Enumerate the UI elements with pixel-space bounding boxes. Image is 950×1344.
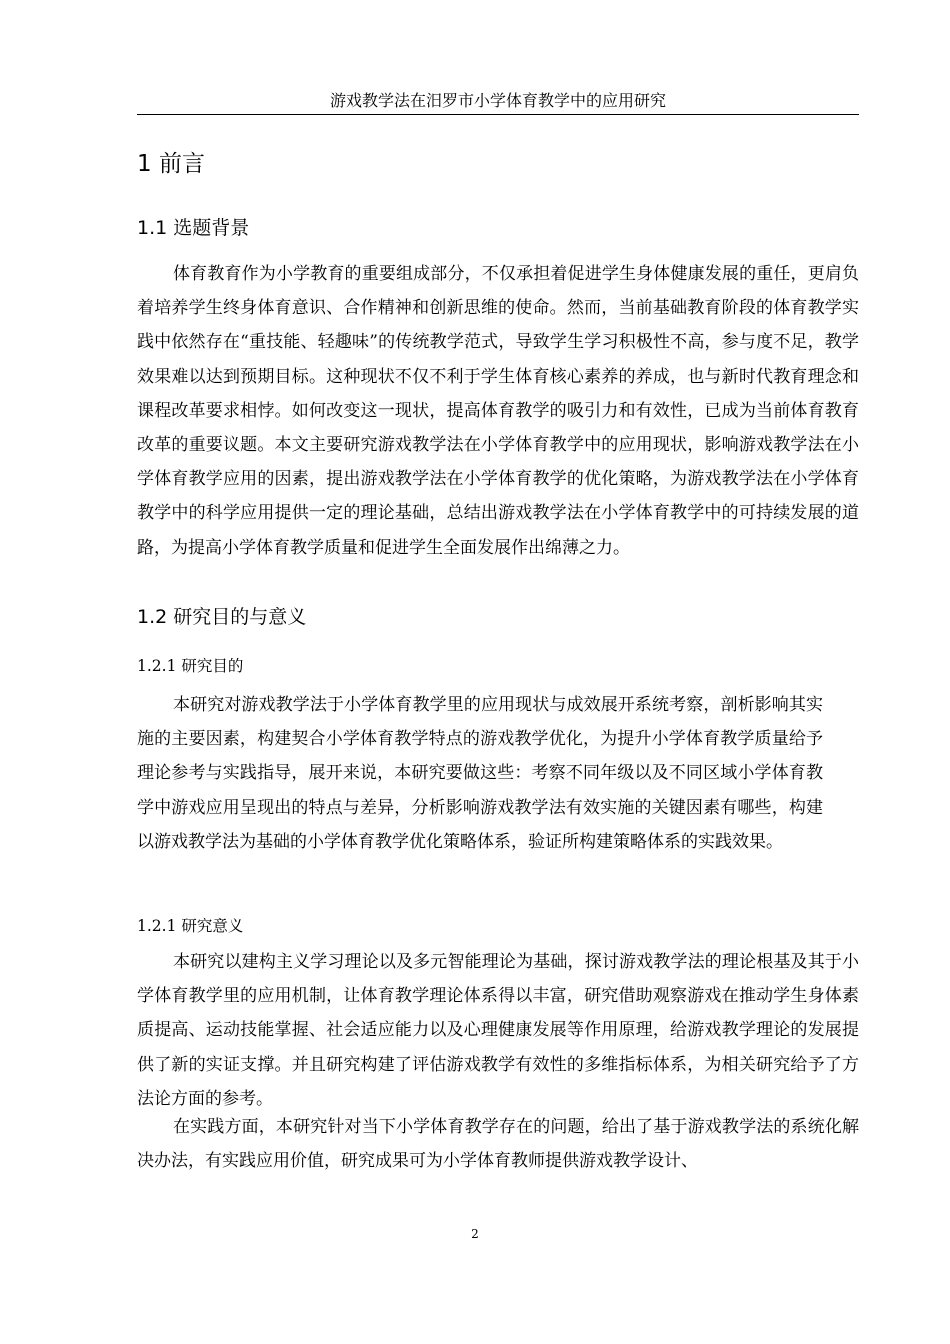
section-1-heading: 1 前言 — [137, 151, 205, 177]
section-1-2-1-significance-heading: 1.2.1 研究意义 — [137, 917, 244, 935]
significance-paragraph-1: 本研究以建构主义学习理论以及多元智能理论为基础，探讨游戏教学法的理论根基及其于小学体育教学里的应用机制，让体育教学理论体系得以丰富，研究借助观察游戏在推动学生身体素质提高、运动技能掌握、社会适应能力以及心理健康发展等作用原理，给游戏教学理论的发展提供了新的实证支撑。并且研究构建了评估游戏教学有效性的多维指标体系，为相关研究给予了方法论方面的参考。 — [137, 952, 859, 1109]
running-header: 游戏教学法在汨罗市小学体育教学中的应用研究 — [329, 91, 666, 110]
page-number: 2 — [471, 1227, 479, 1241]
background-paragraph: 体育教育作为小学教育的重要组成部分，不仅承担着促进学生身体健康发展的重任，更肩负着培养学生终身体育意识、合作精神和创新思维的使命。然而，当前基础教育阶段的体育教学实践中依然存在“重技能、轻趣味”的传统教学范式，导致学生学习积极性不高，参与度不足，教学效果难以达到预期目标。这种现状不仅不利于学生体育核心素养的养成，也与新时代教育理念和课程改革要求相悖。如何改变这一现状，提高体育教学的吸引力和有效性，已成为当前体育教育改革的重要议题。本文主要研究游戏教学法在小学体育教学中的应用现状，影响游戏教学法在小学体育教学应用的因素，提出游戏教学法在小学体育教学的优化策略，为游戏教学法在小学体育教学中的科学应用提供一定的理论基础，总结出游戏教学法在小学体育教学中的可持续发展的道路，为提高小学体育教学质量和促进学生全面发展作出绵薄之力。 — [137, 264, 859, 558]
purpose-paragraph: 本研究对游戏教学法于小学体育教学里的应用现状与成效展开系统考察，剖析影响其实施的主要因素，构建契合小学体育教学特点的游戏教学优化，为提升小学体育教学质量给予理论参考与实践指导，展开来说，本研究要做这些：考察不同年级以及不同区域小学体育教学中游戏应用呈现出的特点与差异，分析影响游戏教学法有效实施的关键因素有哪些，构建以游戏教学法为基础的小学体育教学优化策略体系，验证所构建策略体系的实践效果。 — [137, 695, 823, 852]
section-1-2-1-purpose-heading: 1.2.1 研究目的 — [137, 657, 244, 675]
section-1-2-heading: 1.2 研究目的与意义 — [137, 606, 307, 628]
header-rule — [137, 114, 859, 115]
section-1-1-heading: 1.1 选题背景 — [137, 217, 250, 239]
significance-paragraph-2: 在实践方面，本研究针对当下小学体育教学存在的问题，给出了基于游戏教学法的系统化解决办法，有实践应用价值，研究成果可为小学体育教师提供游戏教学设计、 — [137, 1117, 859, 1172]
